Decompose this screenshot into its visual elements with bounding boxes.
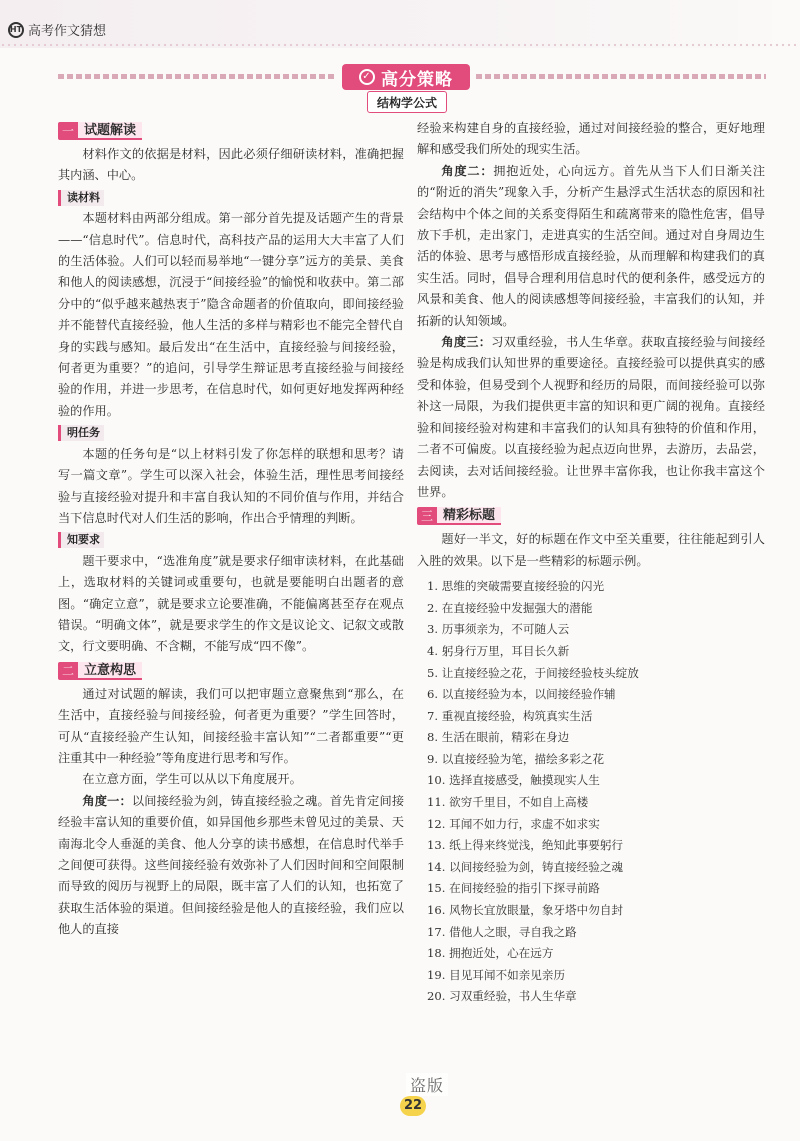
section-number: 一 xyxy=(58,122,78,140)
angle-1-label: 角度一： xyxy=(82,793,132,808)
list-item: 18. 拥抱近处，心在远方 xyxy=(427,946,554,961)
header-dot-pattern xyxy=(0,42,800,48)
section-title: 精彩标题 xyxy=(437,507,501,525)
page-number: 22 xyxy=(400,1096,426,1116)
check-icon: ✓ xyxy=(359,69,375,85)
list-item: 19. 目见耳闻不如亲见亲历 xyxy=(427,967,566,982)
list-item: 20. 习双重经验，书人生华章 xyxy=(427,989,577,1004)
list-item: 11. 欲穷千里目，不如自上高楼 xyxy=(427,795,589,810)
list-item: 15. 在间接经验的指引下探寻前路 xyxy=(427,881,600,896)
list-item: 10. 选择直接感受，触摸现实人生 xyxy=(427,773,600,788)
banner-left-line xyxy=(58,74,336,79)
list-item: 14. 以间接经验为剑，铸直接经验之魂 xyxy=(427,859,624,874)
idea-paragraph-1: 通过对试题的解读，我们可以把审题立意聚焦到“那么，在生活中，直接经验与间接经验，何者更为重要？”学生回答时，可从“直接经验产生认知，间接经验丰富认知”“二者都重要”“更注重其中一种经验”等角度进行思考和写作。 xyxy=(58,686,404,765)
intro-paragraph: 材料作文的依据是材料，因此必须仔细研读材料，准确把握其内涵、中心。 xyxy=(58,147,404,183)
header-logo xyxy=(8,20,106,39)
continued-paragraph: 经验来构建自身的直接经验，通过对间接经验的整合，更好地理解和感受我们所处的现实生活。 xyxy=(417,121,765,157)
section-heading-3 xyxy=(417,505,765,527)
task-paragraph: 本题的任务句是“以上材料引发了你怎样的联想和思考？请写一篇文章”。学生可以深入社会，体验生活，理性思考间接经验与直接经验对提升和丰富自我认知的不同价值与作用，并结合当下信息时代对人们生活的影响，作出合乎情理的判断。 xyxy=(58,446,404,525)
tag-read-material: 读材料 xyxy=(58,190,104,206)
banner-right-line xyxy=(476,74,766,79)
angle-1-text: 以间接经验为剑，铸直接经验之魂。首先肯定间接经验丰富认知的重要价值，如异国他乡那些未曾见过的美景、天南海北令人垂涎的美食、他人分享的读书感想，在信息时代举手之间便可获得。这些间接经验有效弥补了人们因时间和空间限制而导致的阅历与视野上的局限，既丰富了人们的认知，也拓宽了获取生活体验的渠道。但间接经验是他人的直接经验，我们应以他人的直接 xyxy=(58,793,405,937)
list-item: 1. 思维的突破需要直接经验的闪光 xyxy=(427,579,605,594)
tag-requirement: 知要求 xyxy=(58,532,104,548)
list-item: 5. 让直接经验之花，于间接经验枝头绽放 xyxy=(427,665,639,680)
title-list xyxy=(417,576,765,1008)
angle-3-label: 角度三： xyxy=(441,335,492,350)
titles-intro: 题好一半文，好的标题在作文中至关重要，往往能起到引人入胜的效果。以下是一些精彩的标题示例。 xyxy=(417,532,765,568)
angle-2-text: 拥抱近处，心向远方。首先从当下人们日渐关注的“附近的消失”现象入手，分析产生悬浮式生活状态的原因和社会结构中个体之间的关系变得陌生和疏离带来的隐性危害，倡导放下手机，走出家门，走进真实的生活空间。通过对自身周边生活的体验、思考与感悟形成直接经验，从而理解和构建我们的真实生活。同时，倡导合理利用信息时代的便利条件，感受远方的风景和美食、他人的阅读感想等间接经验，丰富我们的认知，并拓新的认知领域。 xyxy=(417,163,766,328)
list-item: 12. 耳闻不如力行，求虚不如求实 xyxy=(427,816,600,831)
section-heading-2 xyxy=(58,660,404,682)
section-banner xyxy=(342,64,470,90)
list-item: 13. 纸上得来终觉浅，绝知此事要躬行 xyxy=(427,838,624,853)
left-column xyxy=(58,118,404,941)
section-number: 三 xyxy=(417,507,437,525)
angle-2-label: 角度二： xyxy=(441,163,494,178)
list-item: 9. 以直接经验为笔，描绘多彩之花 xyxy=(427,751,605,766)
list-item: 16. 风物长宜放眼量，象牙塔中勿自封 xyxy=(427,903,624,918)
list-item: 6. 以直接经验为本，以间接经验作辅 xyxy=(427,687,616,702)
angle-1-paragraph xyxy=(58,791,404,941)
angle-3-text: 习双重经验，书人生华章。获取直接经验与间接经验是构成我们认知世界的重要途径。直接经验可以提供真实的感受和体验，但易受到个人视野和经历的局限，而间接经验可以弥补这一局限，为我们提供更丰富的知识和更广阔的视角。直接经验和间接经验对构建和丰富我们的认知具有独特的价值和作用，二者不可偏废。以直接经验为起点迈向世界，去游历，去品尝，去阅读，去对话间接经验。让世界丰富你我，也让你我丰富这个世界。 xyxy=(417,335,766,499)
list-item: 8. 生活在眼前，精彩在身边 xyxy=(427,730,570,745)
list-item: 7. 重视直接经验，构筑真实生活 xyxy=(427,708,593,723)
header-band xyxy=(0,0,800,48)
list-item: 3. 历事须亲为，不可随人云 xyxy=(427,622,570,637)
banner-title: 高分策略 xyxy=(381,69,453,90)
read-paragraph: 本题材料由两部分组成。第一部分首先提及话题产生的背景——“信息时代”。信息时代，高科技产品的运用大大丰富了人们的生活体验。人们可以轻而易举地“一键分享”远方的美景、美食和他人的阅读感想，沉浸于“间接经验”的愉悦和收获中。第二部分中的“似乎越来越热衷于”隐含命题者的价值取向，即间接经验并不能替代直接经验，他人生活的多样与精彩也不能完全替代自身的实践与感知。最后发出“在生活中，直接经验与间接经验，何者更为重要？”的追问，引导学生辩证思考直接经验与间接经验的作用，并进一步思考，在信息时代，如何更好地发挥两种经验的作用。 xyxy=(58,211,404,418)
list-item: 2. 在直接经验中发掘强大的潜能 xyxy=(427,600,593,615)
section-title: 立意构思 xyxy=(78,662,142,680)
section-number: 二 xyxy=(58,662,78,680)
section-heading-1 xyxy=(58,120,404,142)
angle-3-paragraph xyxy=(417,332,765,503)
header-title: 高考作文猜想 xyxy=(28,24,107,39)
idea-paragraph-2: 在立意方面，学生可以从以下角度展开。 xyxy=(82,772,302,787)
tag-task: 明任务 xyxy=(58,425,104,441)
requirement-paragraph: 题干要求中，“选准角度”就是要求仔细审读材料，在此基础上，选取材料的关键词或重要句，也就是要能明白出题者的意图。“确定立意”，就是要求立论要准确，不能偏离甚至存在观点错误。“明确文体”，就是要求学生的作文是议论文、记叙文或散文，行文要明确、不含糊，不能写成“四不像”。 xyxy=(58,553,404,654)
list-item: 17. 借他人之眼，寻自我之路 xyxy=(427,924,577,939)
watermark-stamp: 盗版 xyxy=(406,1073,448,1096)
banner-subtitle: 结构学公式 xyxy=(367,91,447,113)
section-title: 试题解读 xyxy=(78,122,142,140)
logo-icon: HT xyxy=(8,22,24,38)
right-column xyxy=(417,118,765,1008)
angle-2-paragraph xyxy=(417,161,765,332)
list-item: 4. 躬身行万里，耳目长久新 xyxy=(427,643,570,658)
